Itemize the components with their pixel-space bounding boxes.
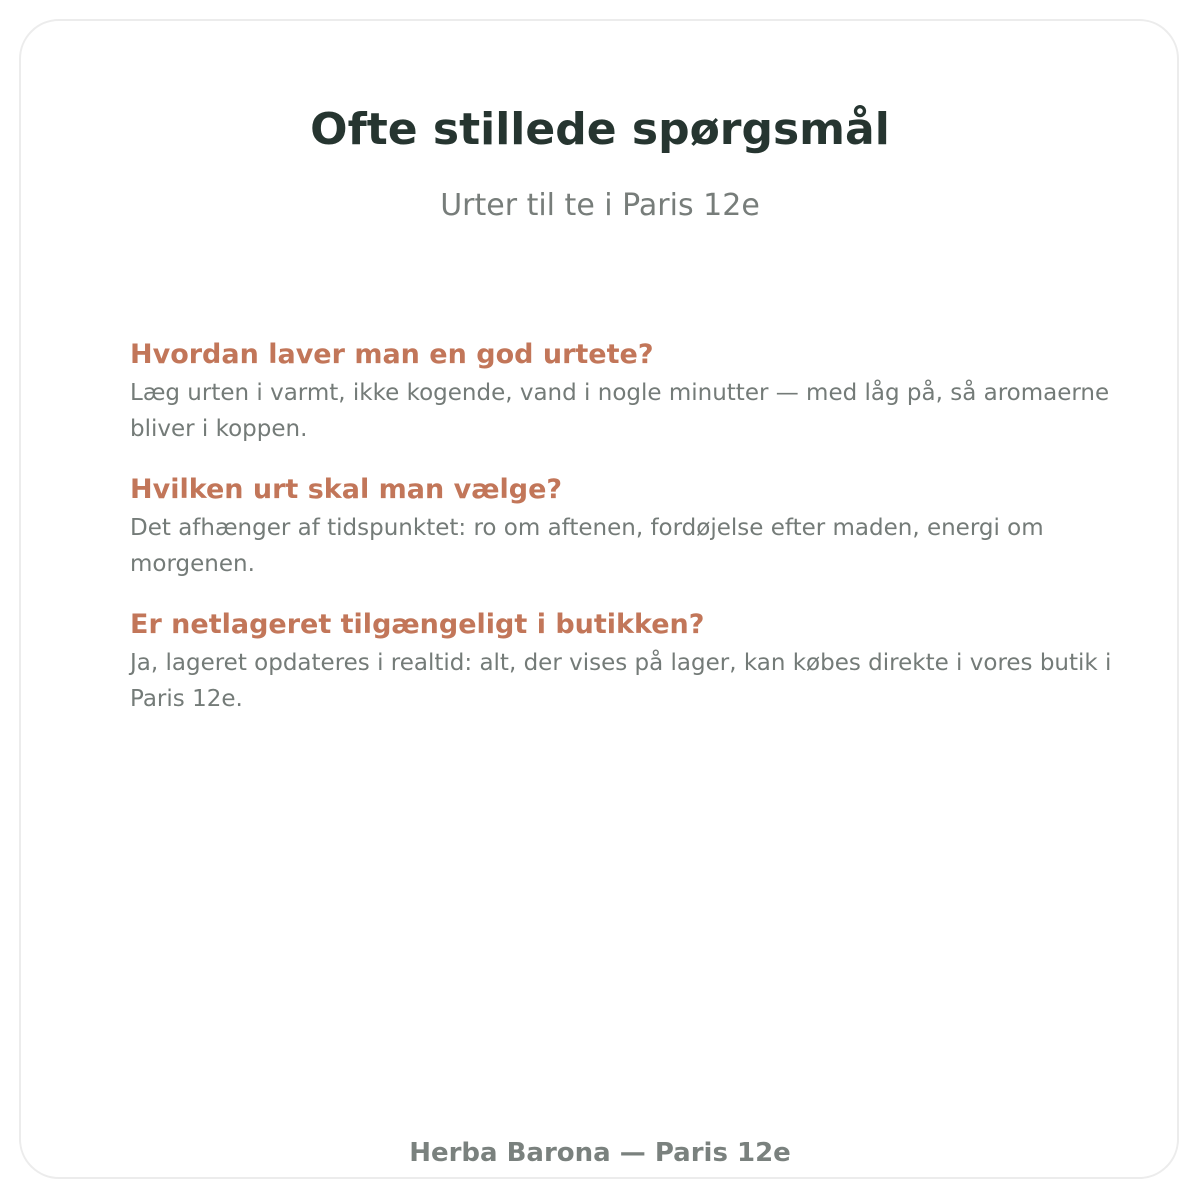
faq-item — [130, 605, 1120, 717]
faq-question: Er netlageret tilgængeligt i butikken? — [130, 609, 705, 640]
faq-answer: Læg urten i varmt, ikke kogende, vand i nogle minutter — med låg på, så aromaerne bliver i koppen. — [130, 380, 1110, 442]
faq-list — [130, 335, 1120, 740]
footer-brand: Herba Barona — Paris 12e — [409, 1138, 791, 1168]
faq-question: Hvilken urt skal man vælge? — [130, 474, 563, 505]
faq-question: Hvordan laver man en god urtete? — [130, 339, 654, 370]
faq-item — [130, 335, 1120, 447]
page-title: Ofte stillede spørgsmål — [310, 104, 890, 155]
faq-answer: Ja, lageret opdateres i realtid: alt, der vises på lager, kan købes direkte i vores butik i Paris 12e. — [130, 650, 1112, 712]
faq-item — [130, 470, 1120, 582]
faq-answer: Det afhænger af tidspunktet: ro om aftenen, fordøjelse efter maden, energi om morgenen. — [130, 515, 1044, 577]
page-subtitle: Urter til te i Paris 12e — [440, 188, 760, 223]
